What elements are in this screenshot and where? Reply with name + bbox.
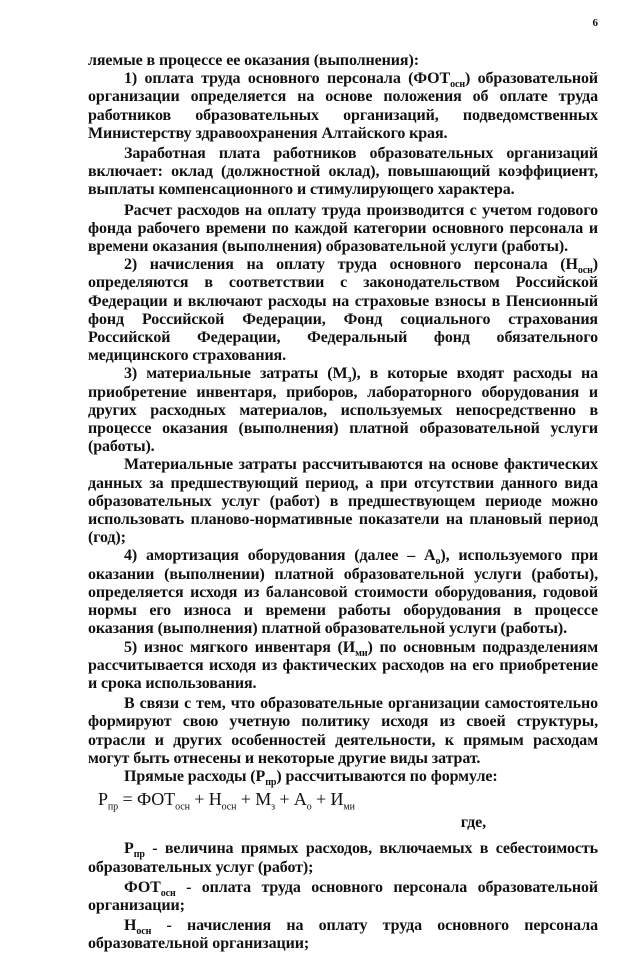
- direct-costs-formula: $Р_{пр} = ФОТ_{осн} + Н_{осн} + М_з + А_о + И_{ми}$: [98, 789, 355, 813]
- paragraph: Материальные затраты рассчитываются на основе фактических данных за предшествующий период, а при отсутствии данного вида образовательных услуг (работ) в предшествующем периоде можно использовать планово-нормативные показатели на плановый период (год);: [88, 456, 598, 547]
- document-body: [88, 52, 598, 954]
- where-label: где,: [460, 814, 486, 832]
- paragraph: Прямые расходы $(Р_{пр})$ рассчитываются по формуле:: [124, 767, 498, 789]
- paragraph: 1) оплата труда основного персонала $(ФОТ_{осн})$ образовательной организации определяется на основе положения об оплате труда работников образовательных организаций, подведомственных Министерству здравоохранения Алтайского края.: [88, 70, 598, 142]
- definition: $ФОТ_{осн}$ - оплата труда основного персонала образовательной организации;: [88, 878, 598, 914]
- paragraph: 3) материальные затраты $(М_з)$, в которые входят расходы на приобретение инвентаря, приборов, лабораторного оборудования и других расходных материалов, используемых непосредственно в процессе оказания (выполнения) платной образовательной услуги (работы).: [88, 365, 598, 456]
- paragraph: В связи с тем, что образовательные организации самостоятельно формируют свою учетную политику исходя из своей структуры, отрасли и других особенностей деятельности, к прямым расходам могут быть отнесены и некоторые другие виды затрат.: [88, 695, 598, 767]
- definition: $Н_{осн}$ - начисления на оплату труда основного персонала образовательной организации;: [88, 917, 598, 953]
- paragraph: ляемые в процессе ее оказания (выполнения):: [88, 52, 419, 69]
- page-number: 6: [592, 17, 598, 29]
- paragraph: 4) амортизация оборудования (далее – $А_о$), используемого при оказании (выполнении) платной образовательной услуги (работы), определяется исходя из балансовой стоимости оборудования, годовой нормы его износа и времени работы оборудования в процессе оказания (выполнения) платной образовательной услуги (работы).: [88, 547, 598, 638]
- paragraph: 2) начисления на оплату труда основного персонала $(Н_{осн})$ определяются в соответствии с законодательством Российской Федерации и включают расходы на страховые взносы в Пенсионный фонд Российской Федерации, Фонд социального страхования Российской Федерации, Федеральный фонд обязательного медицинского страхования.: [88, 256, 598, 365]
- definition: $Р_{пр}$ - величина прямых расходов, включаемых в себестоимость образовательных услуг (работ);: [88, 840, 598, 876]
- paragraph: Расчет расходов на оплату труда производится с учетом годового фонда рабочего времени по каждой категории основного персонала и времени оказания (выполнения) образовательной услуги (работы).: [88, 201, 598, 256]
- paragraph: Заработная плата работников образовательных организаций включает: оклад (должностной оклад), повышающий коэффициент, выплаты компенсационного и стимулирующего характера.: [88, 145, 598, 199]
- paragraph: 5) износ мягкого инвентаря $(И_{ми})$ по основным подразделениям рассчитывается исходя из фактических расходов на его приобретение и срока использования.: [88, 638, 599, 692]
